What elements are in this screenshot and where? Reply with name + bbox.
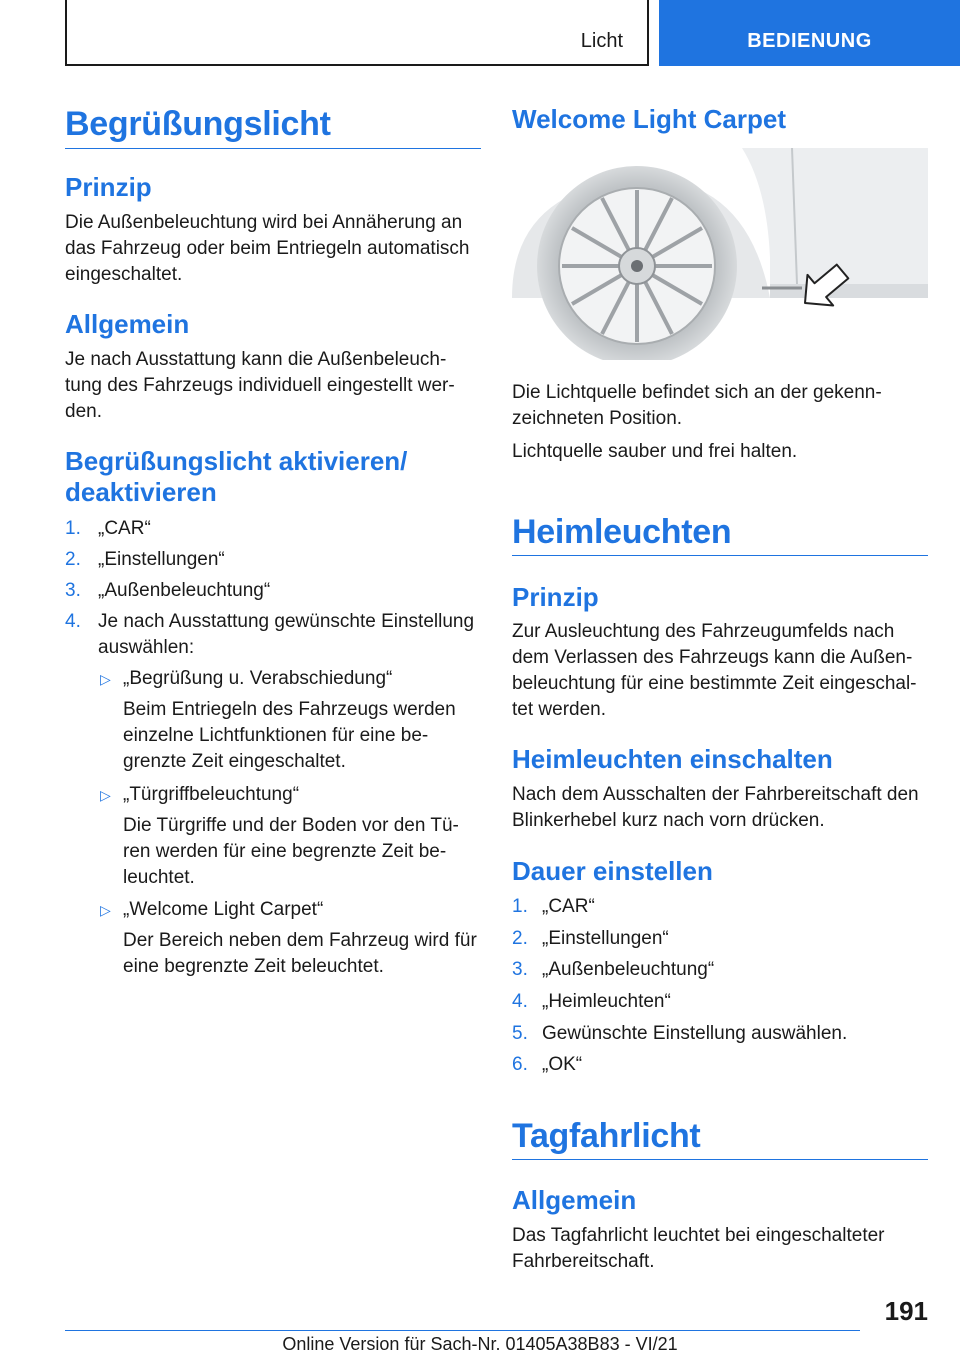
option-text: eine begrenzte Zeit beleuchtet. (123, 956, 384, 977)
option-text: leuchtet. (123, 867, 195, 888)
step-number: 5. (512, 1023, 528, 1044)
step-text: auswählen: (98, 637, 195, 658)
step-text: „Außenbeleuchtung“ (542, 959, 715, 980)
triangle-bullet-icon: ▷ (100, 902, 111, 918)
step-text: „OK“ (542, 1054, 583, 1075)
header-box (65, 0, 649, 66)
step-number: 4. (65, 611, 81, 632)
option-text: Beim Entriegeln des Fahrzeugs werden (123, 699, 456, 720)
triangle-bullet-icon: ▷ (100, 787, 111, 803)
step-number: 2. (65, 549, 81, 570)
step-number: 2. (512, 928, 528, 949)
einschalten-line-1: Nach dem Ausschalten der Fahrbereitschaft den (512, 784, 919, 805)
header-section-title: Licht (580, 30, 623, 52)
step-number: 3. (512, 959, 528, 980)
tagfahrlicht-line-2: Fahrbereitschaft. (512, 1251, 655, 1272)
heading-aktivieren-line-2: deaktivieren (65, 477, 217, 507)
option-text: ren werden für eine begrenzte Zeit be- (123, 841, 447, 862)
welcome-light-carpet-figure (512, 148, 928, 360)
option-title: „Begrüßung u. Verabschiedung“ (123, 668, 393, 689)
carpet-note: Lichtquelle sauber und frei halten. (512, 441, 798, 462)
heading-dauer-einstellen: Dauer einstellen (512, 856, 713, 886)
prinzip-line-2: das Fahrzeug oder beim Entriegeln automatisch (65, 238, 470, 259)
step-text: Gewünschte Einstellung auswählen. (542, 1023, 848, 1044)
einschalten-line-2: Blinkerhebel kurz nach vorn drücken. (512, 810, 825, 831)
step-number: 4. (512, 991, 528, 1012)
prinzip-line-1: Die Außenbeleuchtung wird bei Annäherung an (65, 212, 463, 233)
heading-welcome-light-carpet: Welcome Light Carpet (512, 104, 787, 134)
heading-allgemein: Allgemein (65, 309, 190, 339)
header-chapter-tab[interactable] (659, 0, 960, 66)
step-text: „Heimleuchten“ (542, 991, 671, 1012)
title-rule (65, 148, 481, 149)
page-number: 191 (884, 1296, 928, 1326)
footer-online-version: Online Version für Sach-Nr. 01405A38B83 - VI/21 (282, 1334, 678, 1354)
heading-heim-prinzip: Prinzip (512, 582, 599, 612)
heading-tagfahrlicht-allgemein: Allgemein (512, 1185, 637, 1215)
allgemein-line-2: tung des Fahrzeugs individuell eingestellt wer- (65, 375, 455, 396)
heim-prinzip-line-3: beleuchtung für eine bestimmte Zeit eingeschal- (512, 673, 917, 694)
option-text: Die Türgriffe und der Boden vor den Tü- (123, 815, 459, 836)
allgemein-line-1: Je nach Ausstattung kann die Außenbeleuch- (65, 349, 447, 370)
step-number: 6. (512, 1054, 528, 1075)
heim-prinzip-line-2: dem Verlassen des Fahrzeugs kann die Außen- (512, 647, 913, 668)
step-text: „CAR“ (98, 518, 151, 539)
tagfahrlicht-rule (512, 1159, 928, 1160)
step-text: Je nach Ausstattung gewünschte Einstellung (98, 611, 475, 632)
option-text: Der Bereich neben dem Fahrzeug wird für (123, 930, 477, 951)
heim-prinzip-line-1: Zur Ausleuchtung des Fahrzeugumfelds nach (512, 621, 895, 642)
tagfahrlicht-line-1: Das Tagfahrlicht leuchtet bei eingeschalteter (512, 1225, 885, 1246)
page-title-begruessungslicht: Begrüßungslicht (65, 105, 331, 143)
step-text: „Außenbeleuchtung“ (98, 580, 271, 601)
heimleuchten-rule (512, 555, 928, 556)
option-text: einzelne Lichtfunktionen für eine be- (123, 725, 429, 746)
footer-rule (65, 1330, 860, 1331)
option-text: grenzte Zeit eingeschaltet. (123, 751, 346, 772)
section-title-heimleuchten: Heimleuchten (512, 513, 732, 551)
heading-prinzip: Prinzip (65, 172, 152, 202)
section-title-tagfahrlicht: Tagfahrlicht (512, 1117, 701, 1155)
triangle-bullet-icon: ▷ (100, 671, 111, 687)
step-number: 3. (65, 580, 81, 601)
option-title: „Welcome Light Carpet“ (123, 899, 324, 920)
heading-aktivieren-line-1: Begrüßungslicht aktivieren/ (65, 446, 408, 476)
allgemein-line-3: den. (65, 401, 102, 422)
step-text: „CAR“ (542, 896, 595, 917)
option-title: „Türgriffbeleuchtung“ (123, 784, 300, 805)
step-number: 1. (65, 518, 81, 539)
carpet-caption-line-1: Die Lichtquelle befindet sich an der gekenn- (512, 382, 882, 403)
wheel-arrow-illustration-icon (512, 148, 928, 360)
step-text: „Einstellungen“ (542, 928, 669, 949)
heim-prinzip-line-4: tet werden. (512, 699, 606, 720)
step-text: „Einstellungen“ (98, 549, 225, 570)
header-chapter-label: BEDIENUNG (747, 30, 872, 52)
prinzip-line-3: eingeschaltet. (65, 264, 183, 285)
carpet-caption-line-2: zeichneten Position. (512, 408, 683, 429)
step-number: 1. (512, 896, 528, 917)
heading-heimleuchten-einschalten: Heimleuchten einschalten (512, 744, 833, 774)
